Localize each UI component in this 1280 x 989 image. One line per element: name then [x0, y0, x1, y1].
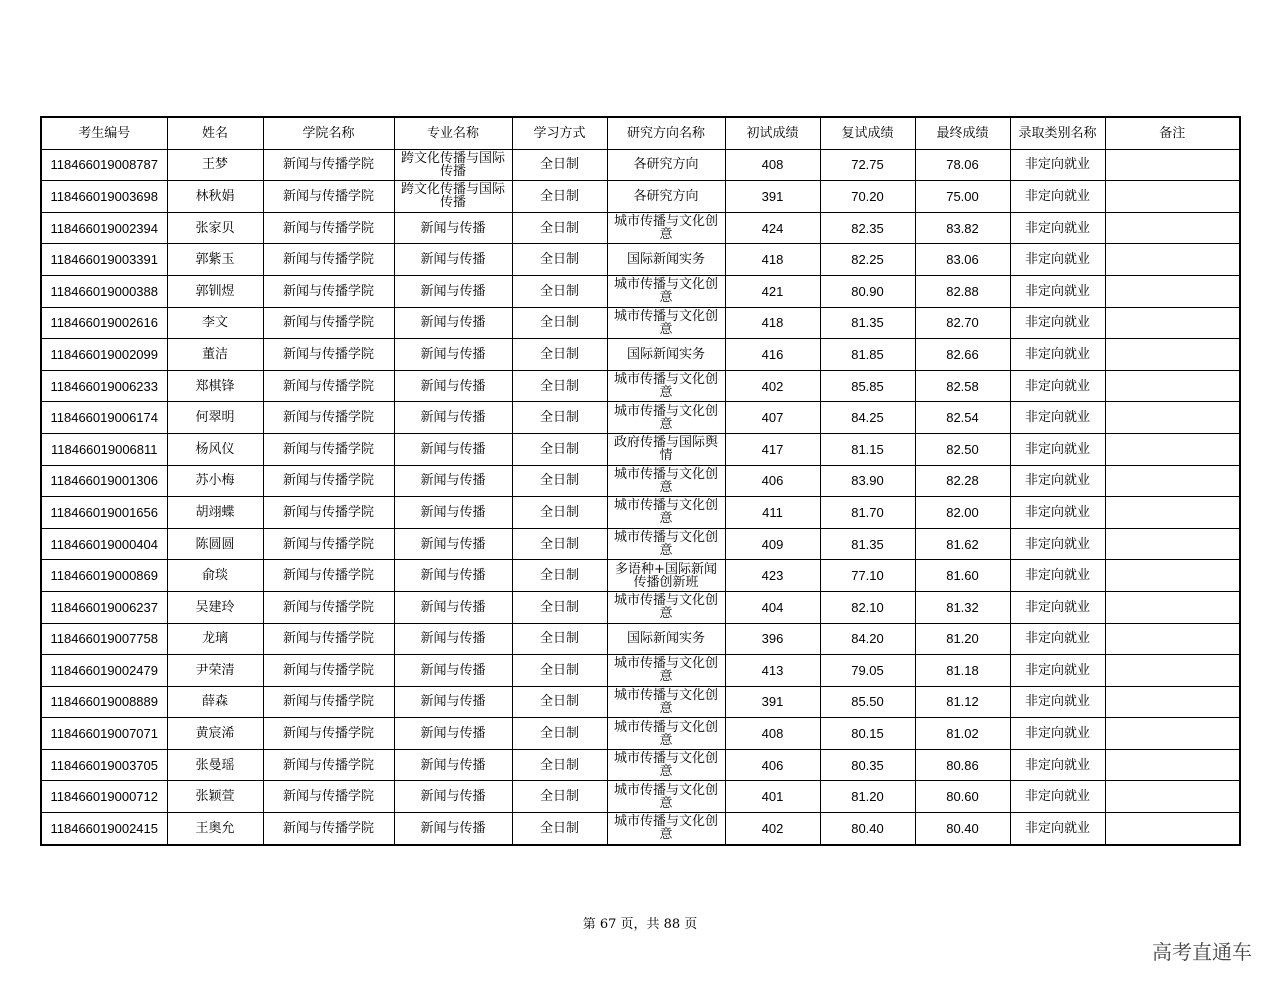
cell-final-score: 80.40 — [915, 813, 1010, 845]
cell-college: 新闻与传播学院 — [263, 623, 394, 655]
cell-final-score: 81.62 — [915, 528, 1010, 560]
cell-admission-category: 非定向就业 — [1010, 149, 1105, 181]
cell-prelim-score: 417 — [725, 433, 820, 465]
cell-prelim-score: 391 — [725, 181, 820, 213]
cell-study-mode: 全日制 — [512, 560, 607, 592]
table-header-row — [41, 117, 1240, 149]
cell-final-score: 78.06 — [915, 149, 1010, 181]
cell-research-direction: 城市传播与文化创意 — [607, 591, 725, 623]
cell-retest-score: 80.15 — [820, 718, 915, 750]
cell-study-mode: 全日制 — [512, 402, 607, 434]
cell-study-mode: 全日制 — [512, 181, 607, 213]
cell-prelim-score: 418 — [725, 307, 820, 339]
cell-major: 新闻与传播 — [394, 781, 512, 813]
cell-admission-category: 非定向就业 — [1010, 465, 1105, 497]
cell-study-mode: 全日制 — [512, 339, 607, 371]
cell-major: 新闻与传播 — [394, 212, 512, 244]
cell-remarks — [1105, 402, 1240, 434]
cell-college: 新闻与传播学院 — [263, 749, 394, 781]
cell-college: 新闻与传播学院 — [263, 497, 394, 529]
cell-major: 新闻与传播 — [394, 402, 512, 434]
cell-name: 林秋娟 — [167, 181, 263, 213]
cell-research-direction: 城市传播与文化创意 — [607, 402, 725, 434]
cell-prelim-score: 418 — [725, 244, 820, 276]
table-row — [41, 275, 1240, 307]
column-header-final-score: 最终成绩 — [915, 117, 1010, 149]
cell-candidate-id: 118466019000404 — [41, 528, 167, 560]
cell-major: 新闻与传播 — [394, 370, 512, 402]
cell-prelim-score: 404 — [725, 591, 820, 623]
cell-candidate-id: 118466019006233 — [41, 370, 167, 402]
cell-final-score: 82.28 — [915, 465, 1010, 497]
table-row — [41, 339, 1240, 371]
cell-remarks — [1105, 497, 1240, 529]
cell-study-mode: 全日制 — [512, 781, 607, 813]
cell-admission-category: 非定向就业 — [1010, 307, 1105, 339]
table-row — [41, 560, 1240, 592]
cell-college: 新闻与传播学院 — [263, 655, 394, 687]
cell-remarks — [1105, 686, 1240, 718]
cell-major: 新闻与传播 — [394, 718, 512, 750]
cell-research-direction: 城市传播与文化创意 — [607, 749, 725, 781]
cell-admission-category: 非定向就业 — [1010, 591, 1105, 623]
cell-major: 新闻与传播 — [394, 655, 512, 687]
cell-retest-score: 81.35 — [820, 528, 915, 560]
page-number: 第 67 页，共 88 页 — [582, 917, 698, 932]
cell-candidate-id: 118466019002616 — [41, 307, 167, 339]
table-row — [41, 212, 1240, 244]
cell-admission-category: 非定向就业 — [1010, 781, 1105, 813]
cell-name: 董洁 — [167, 339, 263, 371]
cell-retest-score: 81.70 — [820, 497, 915, 529]
cell-remarks — [1105, 560, 1240, 592]
cell-remarks — [1105, 465, 1240, 497]
cell-major: 新闻与传播 — [394, 560, 512, 592]
cell-retest-score: 82.25 — [820, 244, 915, 276]
cell-name: 黄宸浠 — [167, 718, 263, 750]
cell-name: 龙璃 — [167, 623, 263, 655]
table-row — [41, 591, 1240, 623]
cell-retest-score: 81.20 — [820, 781, 915, 813]
cell-name: 胡翊蝶 — [167, 497, 263, 529]
cell-admission-category: 非定向就业 — [1010, 339, 1105, 371]
cell-final-score: 82.54 — [915, 402, 1010, 434]
cell-study-mode: 全日制 — [512, 528, 607, 560]
cell-candidate-id: 118466019002099 — [41, 339, 167, 371]
cell-prelim-score: 406 — [725, 465, 820, 497]
cell-final-score: 81.60 — [915, 560, 1010, 592]
cell-candidate-id: 118466019008787 — [41, 149, 167, 181]
cell-final-score: 82.66 — [915, 339, 1010, 371]
cell-admission-category: 非定向就业 — [1010, 497, 1105, 529]
cell-admission-category: 非定向就业 — [1010, 181, 1105, 213]
cell-college: 新闻与传播学院 — [263, 528, 394, 560]
cell-admission-category: 非定向就业 — [1010, 528, 1105, 560]
cell-admission-category: 非定向就业 — [1010, 686, 1105, 718]
cell-research-direction: 城市传播与文化创意 — [607, 718, 725, 750]
cell-prelim-score: 391 — [725, 686, 820, 718]
cell-research-direction: 城市传播与文化创意 — [607, 212, 725, 244]
cell-name: 郭紫玉 — [167, 244, 263, 276]
cell-study-mode: 全日制 — [512, 655, 607, 687]
cell-college: 新闻与传播学院 — [263, 781, 394, 813]
cell-admission-category: 非定向就业 — [1010, 813, 1105, 845]
cell-remarks — [1105, 244, 1240, 276]
column-header-study-mode: 学习方式 — [512, 117, 607, 149]
cell-major: 新闻与传播 — [394, 591, 512, 623]
cell-major: 跨文化传播与国际传播 — [394, 181, 512, 213]
cell-admission-category: 非定向就业 — [1010, 718, 1105, 750]
column-header-candidate-id: 考生编号 — [41, 117, 167, 149]
cell-remarks — [1105, 718, 1240, 750]
cell-name: 尹荣清 — [167, 655, 263, 687]
cell-study-mode: 全日制 — [512, 686, 607, 718]
cell-candidate-id: 118466019006174 — [41, 402, 167, 434]
column-header-retest-score: 复试成绩 — [820, 117, 915, 149]
cell-candidate-id: 118466019000388 — [41, 275, 167, 307]
cell-name: 俞琰 — [167, 560, 263, 592]
cell-remarks — [1105, 275, 1240, 307]
cell-college: 新闻与传播学院 — [263, 370, 394, 402]
cell-final-score: 82.50 — [915, 433, 1010, 465]
table-body — [41, 149, 1240, 845]
cell-final-score: 81.18 — [915, 655, 1010, 687]
cell-study-mode: 全日制 — [512, 275, 607, 307]
cell-name: 杨风仪 — [167, 433, 263, 465]
cell-admission-category: 非定向就业 — [1010, 560, 1105, 592]
cell-final-score: 75.00 — [915, 181, 1010, 213]
cell-major: 新闻与传播 — [394, 686, 512, 718]
cell-candidate-id: 118466019001306 — [41, 465, 167, 497]
cell-remarks — [1105, 528, 1240, 560]
cell-prelim-score: 402 — [725, 370, 820, 402]
cell-college: 新闻与传播学院 — [263, 339, 394, 371]
table-row — [41, 307, 1240, 339]
cell-research-direction: 国际新闻实务 — [607, 623, 725, 655]
cell-admission-category: 非定向就业 — [1010, 433, 1105, 465]
cell-candidate-id: 118466019006237 — [41, 591, 167, 623]
table-row — [41, 749, 1240, 781]
cell-major: 新闻与传播 — [394, 339, 512, 371]
table-row — [41, 655, 1240, 687]
cell-research-direction: 城市传播与文化创意 — [607, 781, 725, 813]
cell-retest-score: 82.35 — [820, 212, 915, 244]
cell-research-direction: 城市传播与文化创意 — [607, 275, 725, 307]
cell-admission-category: 非定向就业 — [1010, 749, 1105, 781]
cell-retest-score: 81.15 — [820, 433, 915, 465]
cell-college: 新闻与传播学院 — [263, 686, 394, 718]
cell-final-score: 83.82 — [915, 212, 1010, 244]
cell-prelim-score: 396 — [725, 623, 820, 655]
cell-retest-score: 85.85 — [820, 370, 915, 402]
cell-candidate-id: 118466019003698 — [41, 181, 167, 213]
cell-college: 新闻与传播学院 — [263, 275, 394, 307]
cell-college: 新闻与传播学院 — [263, 402, 394, 434]
cell-prelim-score: 416 — [725, 339, 820, 371]
cell-study-mode: 全日制 — [512, 212, 607, 244]
column-header-remarks: 备注 — [1105, 117, 1240, 149]
cell-research-direction: 各研究方向 — [607, 181, 725, 213]
table-row — [41, 181, 1240, 213]
cell-remarks — [1105, 370, 1240, 402]
cell-research-direction: 城市传播与文化创意 — [607, 813, 725, 845]
cell-candidate-id: 118466019001656 — [41, 497, 167, 529]
cell-candidate-id: 118466019000869 — [41, 560, 167, 592]
cell-research-direction: 城市传播与文化创意 — [607, 307, 725, 339]
cell-major: 新闻与传播 — [394, 275, 512, 307]
cell-major: 新闻与传播 — [394, 244, 512, 276]
admission-table — [40, 116, 1241, 846]
table-row — [41, 149, 1240, 181]
cell-study-mode: 全日制 — [512, 149, 607, 181]
cell-research-direction: 城市传播与文化创意 — [607, 370, 725, 402]
cell-research-direction: 国际新闻实务 — [607, 244, 725, 276]
cell-candidate-id: 118466019002479 — [41, 655, 167, 687]
cell-college: 新闻与传播学院 — [263, 212, 394, 244]
cell-candidate-id: 118466019002415 — [41, 813, 167, 845]
cell-major: 新闻与传播 — [394, 813, 512, 845]
column-header-college: 学院名称 — [263, 117, 394, 149]
cell-prelim-score: 406 — [725, 749, 820, 781]
table-row — [41, 433, 1240, 465]
cell-prelim-score: 413 — [725, 655, 820, 687]
cell-remarks — [1105, 655, 1240, 687]
cell-remarks — [1105, 212, 1240, 244]
cell-prelim-score: 421 — [725, 275, 820, 307]
cell-candidate-id: 118466019008889 — [41, 686, 167, 718]
table-row — [41, 686, 1240, 718]
cell-remarks — [1105, 781, 1240, 813]
cell-admission-category: 非定向就业 — [1010, 275, 1105, 307]
cell-candidate-id: 118466019003391 — [41, 244, 167, 276]
cell-admission-category: 非定向就业 — [1010, 212, 1105, 244]
cell-final-score: 82.70 — [915, 307, 1010, 339]
cell-college: 新闻与传播学院 — [263, 433, 394, 465]
cell-study-mode: 全日制 — [512, 244, 607, 276]
cell-college: 新闻与传播学院 — [263, 149, 394, 181]
cell-remarks — [1105, 433, 1240, 465]
cell-major: 新闻与传播 — [394, 623, 512, 655]
cell-major: 新闻与传播 — [394, 528, 512, 560]
cell-study-mode: 全日制 — [512, 465, 607, 497]
table-row — [41, 623, 1240, 655]
table-row — [41, 244, 1240, 276]
table-row — [41, 402, 1240, 434]
cell-admission-category: 非定向就业 — [1010, 244, 1105, 276]
cell-retest-score: 80.90 — [820, 275, 915, 307]
table-row — [41, 718, 1240, 750]
cell-research-direction: 城市传播与文化创意 — [607, 465, 725, 497]
cell-research-direction: 城市传播与文化创意 — [607, 686, 725, 718]
cell-college: 新闻与传播学院 — [263, 813, 394, 845]
cell-candidate-id: 118466019003705 — [41, 749, 167, 781]
cell-candidate-id: 118466019007758 — [41, 623, 167, 655]
cell-name: 郑棋锋 — [167, 370, 263, 402]
cell-research-direction: 城市传播与文化创意 — [607, 528, 725, 560]
cell-research-direction: 城市传播与文化创意 — [607, 497, 725, 529]
cell-remarks — [1105, 307, 1240, 339]
cell-major: 新闻与传播 — [394, 749, 512, 781]
cell-name: 陈圆圆 — [167, 528, 263, 560]
cell-prelim-score: 408 — [725, 718, 820, 750]
cell-retest-score: 81.35 — [820, 307, 915, 339]
cell-research-direction: 多语种+国际新闻传播创新班 — [607, 560, 725, 592]
cell-admission-category: 非定向就业 — [1010, 623, 1105, 655]
cell-remarks — [1105, 749, 1240, 781]
cell-admission-category: 非定向就业 — [1010, 655, 1105, 687]
cell-remarks — [1105, 181, 1240, 213]
cell-research-direction: 城市传播与文化创意 — [607, 655, 725, 687]
cell-study-mode: 全日制 — [512, 370, 607, 402]
cell-name: 吴建玲 — [167, 591, 263, 623]
cell-retest-score: 80.35 — [820, 749, 915, 781]
cell-study-mode: 全日制 — [512, 307, 607, 339]
cell-name: 郭钏煜 — [167, 275, 263, 307]
cell-major: 新闻与传播 — [394, 433, 512, 465]
cell-admission-category: 非定向就业 — [1010, 402, 1105, 434]
table-row — [41, 813, 1240, 845]
column-header-major: 专业名称 — [394, 117, 512, 149]
cell-remarks — [1105, 813, 1240, 845]
cell-retest-score: 77.10 — [820, 560, 915, 592]
cell-candidate-id: 118466019002394 — [41, 212, 167, 244]
cell-candidate-id: 118466019000712 — [41, 781, 167, 813]
cell-major: 新闻与传播 — [394, 497, 512, 529]
cell-final-score: 83.06 — [915, 244, 1010, 276]
cell-retest-score: 84.20 — [820, 623, 915, 655]
cell-final-score: 80.86 — [915, 749, 1010, 781]
cell-prelim-score: 402 — [725, 813, 820, 845]
column-header-name: 姓名 — [167, 117, 263, 149]
cell-name: 张曼瑶 — [167, 749, 263, 781]
cell-retest-score: 84.25 — [820, 402, 915, 434]
cell-final-score: 81.32 — [915, 591, 1010, 623]
cell-final-score: 81.20 — [915, 623, 1010, 655]
cell-study-mode: 全日制 — [512, 591, 607, 623]
cell-research-direction: 各研究方向 — [607, 149, 725, 181]
cell-name: 王梦 — [167, 149, 263, 181]
cell-name: 王奥允 — [167, 813, 263, 845]
cell-candidate-id: 118466019007071 — [41, 718, 167, 750]
cell-prelim-score: 409 — [725, 528, 820, 560]
cell-name: 张家贝 — [167, 212, 263, 244]
cell-college: 新闻与传播学院 — [263, 718, 394, 750]
cell-major: 新闻与传播 — [394, 465, 512, 497]
cell-prelim-score: 423 — [725, 560, 820, 592]
cell-study-mode: 全日制 — [512, 718, 607, 750]
cell-admission-category: 非定向就业 — [1010, 370, 1105, 402]
cell-major: 跨文化传播与国际传播 — [394, 149, 512, 181]
cell-study-mode: 全日制 — [512, 813, 607, 845]
cell-final-score: 82.00 — [915, 497, 1010, 529]
cell-college: 新闻与传播学院 — [263, 307, 394, 339]
cell-remarks — [1105, 149, 1240, 181]
watermark-logo-text: 高考直通车 — [1152, 940, 1252, 964]
cell-research-direction: 国际新闻实务 — [607, 339, 725, 371]
table-row — [41, 528, 1240, 560]
cell-college: 新闻与传播学院 — [263, 244, 394, 276]
cell-college: 新闻与传播学院 — [263, 591, 394, 623]
cell-name: 薛森 — [167, 686, 263, 718]
cell-remarks — [1105, 623, 1240, 655]
cell-name: 张颖萱 — [167, 781, 263, 813]
cell-prelim-score: 407 — [725, 402, 820, 434]
table-row — [41, 465, 1240, 497]
cell-retest-score: 82.10 — [820, 591, 915, 623]
cell-candidate-id: 118466019006811 — [41, 433, 167, 465]
cell-name: 苏小梅 — [167, 465, 263, 497]
table-row — [41, 497, 1240, 529]
cell-college: 新闻与传播学院 — [263, 465, 394, 497]
cell-prelim-score: 411 — [725, 497, 820, 529]
cell-name: 何翠明 — [167, 402, 263, 434]
cell-study-mode: 全日制 — [512, 623, 607, 655]
cell-final-score: 81.12 — [915, 686, 1010, 718]
cell-final-score: 81.02 — [915, 718, 1010, 750]
cell-retest-score: 81.85 — [820, 339, 915, 371]
cell-retest-score: 85.50 — [820, 686, 915, 718]
cell-study-mode: 全日制 — [512, 497, 607, 529]
column-header-admission-category: 录取类别名称 — [1010, 117, 1105, 149]
cell-retest-score: 83.90 — [820, 465, 915, 497]
cell-remarks — [1105, 339, 1240, 371]
table-row — [41, 370, 1240, 402]
column-header-research-direction: 研究方向名称 — [607, 117, 725, 149]
cell-research-direction: 政府传播与国际舆情 — [607, 433, 725, 465]
cell-prelim-score: 401 — [725, 781, 820, 813]
cell-retest-score: 80.40 — [820, 813, 915, 845]
cell-college: 新闻与传播学院 — [263, 560, 394, 592]
cell-final-score: 82.58 — [915, 370, 1010, 402]
cell-prelim-score: 408 — [725, 149, 820, 181]
column-header-prelim-score: 初试成绩 — [725, 117, 820, 149]
cell-final-score: 82.88 — [915, 275, 1010, 307]
cell-study-mode: 全日制 — [512, 433, 607, 465]
cell-retest-score: 72.75 — [820, 149, 915, 181]
cell-prelim-score: 424 — [725, 212, 820, 244]
cell-retest-score: 70.20 — [820, 181, 915, 213]
cell-retest-score: 79.05 — [820, 655, 915, 687]
table-row — [41, 781, 1240, 813]
cell-final-score: 80.60 — [915, 781, 1010, 813]
cell-study-mode: 全日制 — [512, 749, 607, 781]
cell-name: 李文 — [167, 307, 263, 339]
cell-college: 新闻与传播学院 — [263, 181, 394, 213]
cell-remarks — [1105, 591, 1240, 623]
cell-major: 新闻与传播 — [394, 307, 512, 339]
